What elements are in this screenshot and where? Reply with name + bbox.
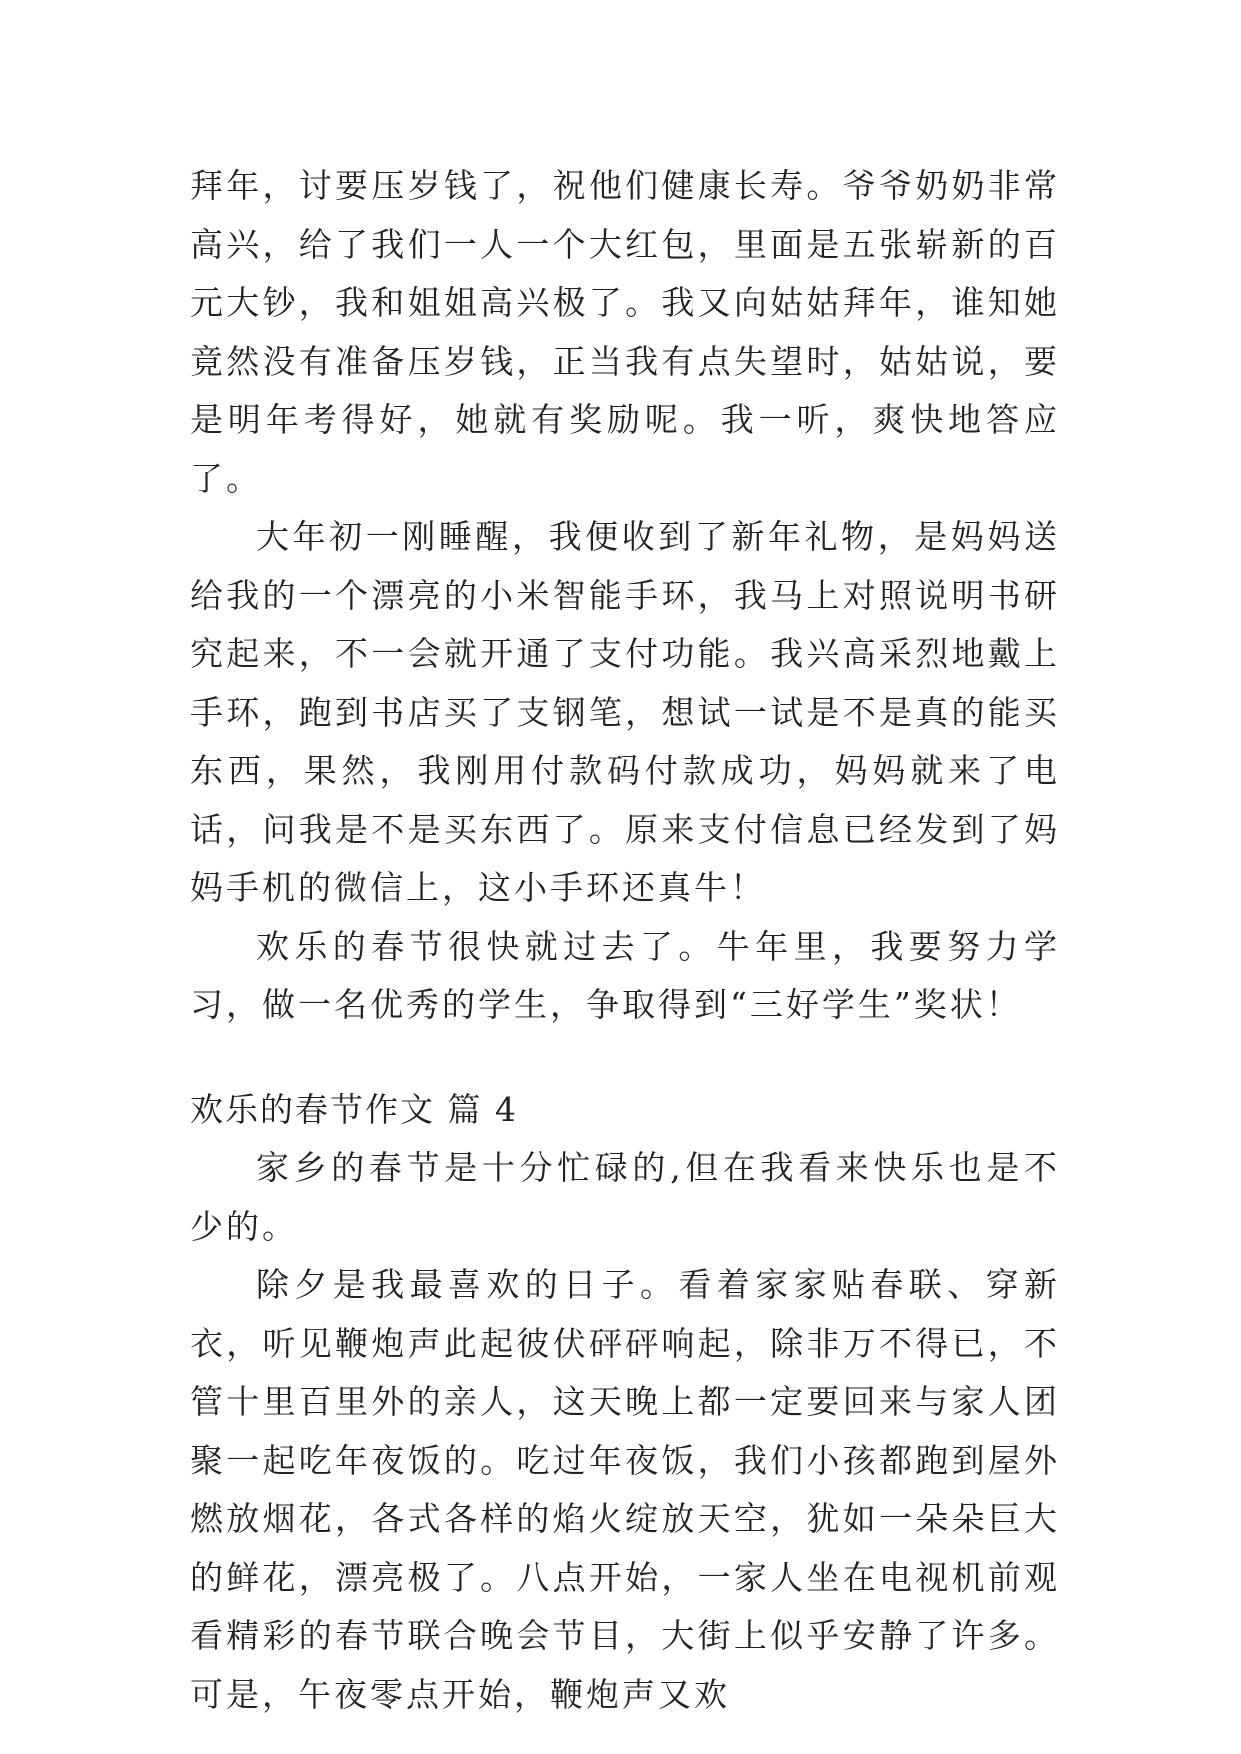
document-body [190,157,1060,1724]
paragraph-conclusion: 欢乐的春节很快就过去了。牛年里，我要努力学习，做一名优秀的学生，争取得到“三好学生”奖状！ [190,926,1060,1024]
paragraph-intro: 家乡的春节是十分忙碌的,但在我看来快乐也是不少的。 [190,1148,1060,1246]
paragraph-new-year-gift: 大年初一刚睡醒，我便收到了新年礼物，是妈妈送给我的一个漂亮的小米智能手环，我马上对照说明书研究起来，不一会就开通了支付功能。我兴高采烈地戴上手环，跑到书店买了支钢笔，想试一试是不是真的能买东西，果然，我刚用付款码付款成功，妈妈就来了电话，问我是不是买东西了。原来支付信息已经发到了妈妈手机的微信上，这小手环还真牛！ [190,517,1060,907]
paragraph-new-years-eve: 除夕是我最喜欢的日子。看着家家贴春联、穿新衣，听见鞭炮声此起彼伏砰砰响起，除非万不得已，不管十里百里外的亲人，这天晚上都一定要回来与家人团聚一起吃年夜饭的。吃过年夜饭，我们小孩都跑到屋外燃放烟花，各式各样的焰火绽放天空，犹如一朵朵巨大的鲜花，漂亮极了。八点开始，一家人坐在电视机前观看精彩的春节联合晚会节目，大街上似乎安静了许多。可是，午夜零点开始，鞭炮声又欢 [190,1265,1060,1714]
section-title: 欢乐的春节作文 篇 4 [190,1089,518,1129]
paragraph-continued: 拜年，讨要压岁钱了，祝他们健康长寿。爷爷奶奶非常高兴，给了我们一人一个大红包，里面是五张崭新的百元大钞，我和姐姐高兴极了。我又向姑姑拜年，谁知她竟然没有准备压岁钱，正当我有点失望时，姑姑说，要是明年考得好，她就有奖励呢。我一听，爽快地答应了。 [190,166,1060,498]
